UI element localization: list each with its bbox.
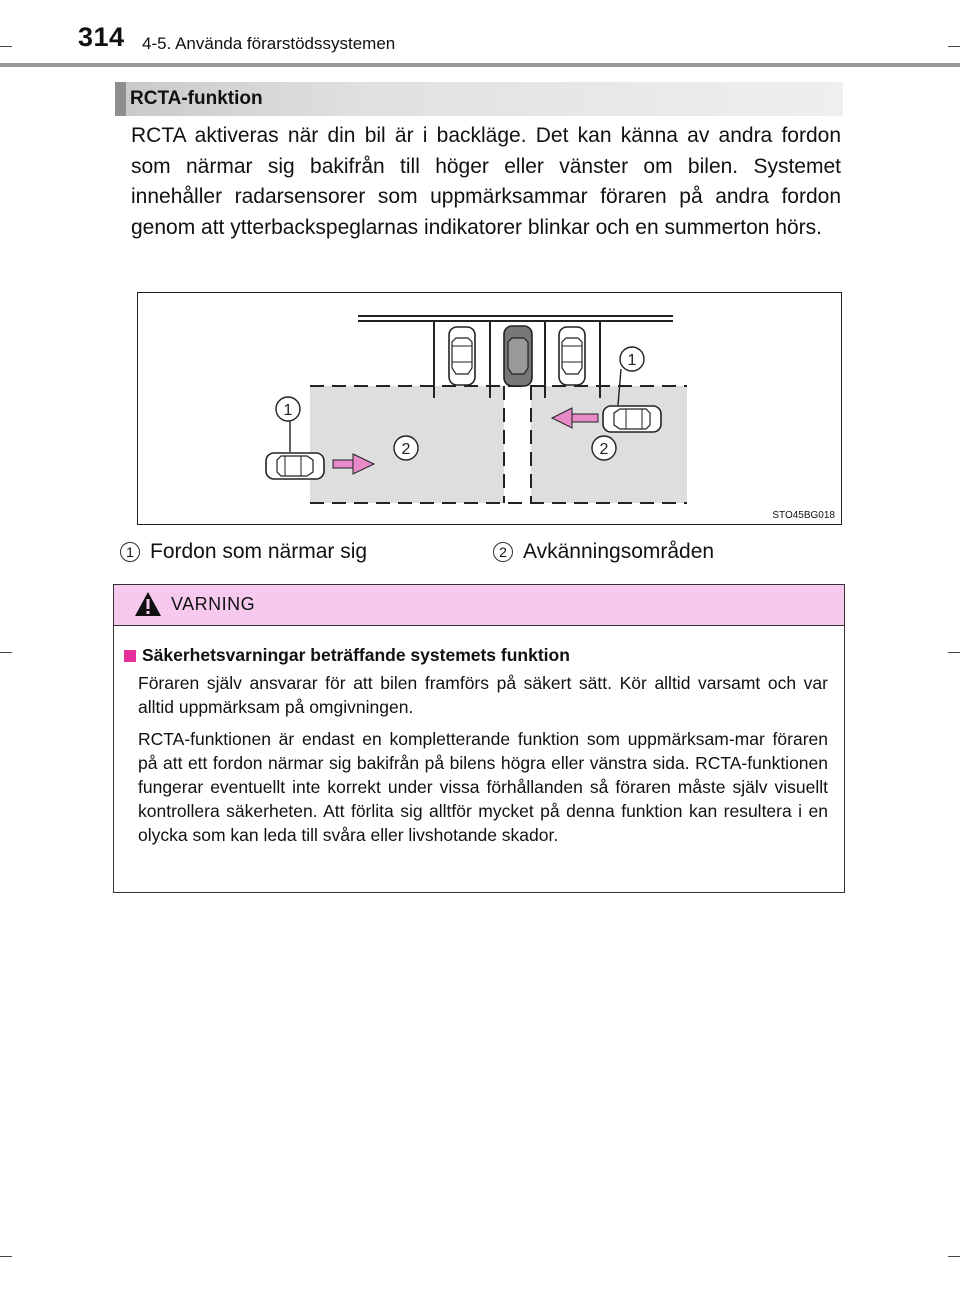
warning-heading [124, 645, 570, 666]
callout-2-left: 2 [401, 441, 411, 458]
crop-mark [0, 46, 12, 47]
crop-mark [948, 46, 960, 47]
chapter-title: 4-5. Använda förarstödssystemen [142, 34, 396, 53]
bullet-square-icon [124, 650, 136, 662]
page-number: 314 [78, 22, 125, 52]
legend-label: Avkänningsområden [523, 540, 715, 563]
legend-item [120, 540, 367, 564]
warning-header [114, 585, 844, 626]
warning-icon [134, 591, 162, 617]
section-header [115, 82, 843, 116]
warning-paragraph: RCTA-funktionen är endast en kompletterande funktion som uppmärksam-mar föraren på att ett fordon närmar sig bakifrån på bilens högra eller vänstra sida. RCTA-funktionen fungerar eventuellt inte korrekt under vissa förhållanden så föraren måste själv visuellt kontrollera säkerheten. Att förlita sig alltför mycket på denna funktion kan resultera i en olycka som kan leda till svåra eller livshotande skador. [138, 729, 828, 845]
own-car [504, 326, 532, 386]
warning-paragraph: Föraren själv ansvarar för att bilen framförs på säkert sätt. Kör alltid varsamt och var alltid uppmärksam på omgivningen. [138, 673, 828, 717]
parked-car [449, 327, 475, 385]
crop-mark [948, 652, 960, 653]
approaching-car-right [603, 406, 661, 432]
section-accent [115, 82, 126, 116]
callout-2-right: 2 [599, 441, 609, 458]
parked-car [559, 327, 585, 385]
header-divider [0, 63, 960, 67]
crop-mark [0, 1256, 12, 1257]
warning-box [113, 584, 845, 893]
callout-1-right: 1 [627, 352, 637, 369]
parking-illustration [138, 293, 843, 526]
rcta-diagram [137, 292, 842, 525]
intro-paragraph: RCTA aktiveras när din bil är i backläge. Det kan känna av andra fordon som närmar sig bakifrån till höger eller vänster om bilen. Systemet innehåller radarsensorer som uppmärksammar föraren på andra fordon genom att ytterbackspeglarnas indikatorer blinkar och en summerton hörs. [131, 124, 841, 239]
legend-number: 1 [120, 542, 140, 562]
crop-mark [948, 1256, 960, 1257]
warning-title: VARNING [171, 594, 256, 614]
callout-1-left: 1 [283, 402, 293, 419]
legend-item [493, 540, 714, 564]
figure-code: STO45BG018 [772, 510, 835, 521]
legend-number: 2 [493, 542, 513, 562]
section-title: RCTA-funktion [130, 88, 263, 109]
approaching-car-left [266, 453, 324, 479]
legend-label: Fordon som närmar sig [150, 540, 368, 563]
warning-heading-text: Säkerhetsvarningar beträffande systemets funktion [142, 645, 570, 665]
crop-mark [0, 652, 12, 653]
